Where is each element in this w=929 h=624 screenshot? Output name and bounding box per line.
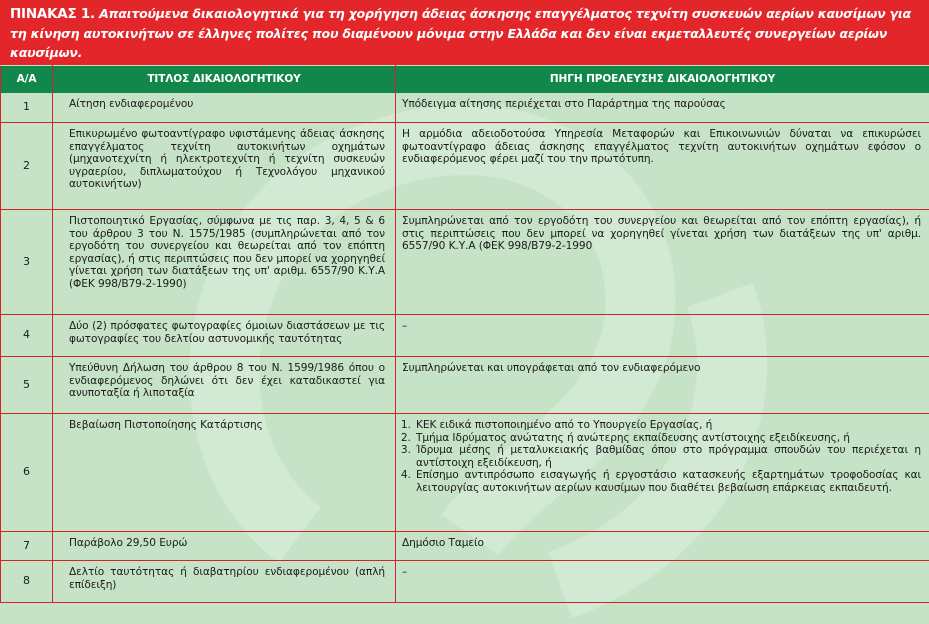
row-number: 3	[1, 210, 53, 315]
row-number: 8	[1, 561, 53, 603]
table-label: ΠΙΝΑΚΑΣ 1.	[10, 6, 95, 22]
column-header-source: ΠΗΓΗ ΠΡΟΕΛΕΥΣΗΣ ΔΙΚΑΙΟΛΟΓΗΤΙΚΟΥ	[396, 66, 929, 93]
document-source: –	[396, 561, 929, 603]
row-number: 6	[1, 414, 53, 532]
document-title: Δύο (2) πρόσφατες φωτογραφίες όμοιων διαστάσεων με τις φωτογραφίες του δελτίου αστυνομικής ταυτότητας	[53, 315, 396, 357]
source-list-item: 4. Επίσημο αντιπρόσωπο εισαγωγής ή εργοστάσιο κατασκευής εξαρτημάτων τροφοδοσίας και λειτουργίας αυτοκινήτων αερίων καυσίμων που διαθέτει βεβαίωση επάρκειας εκπαιδευτή.	[414, 469, 921, 494]
table-row	[1, 357, 929, 414]
document-title: Δελτίο ταυτότητας ή διαβατηρίου ενδιαφερομένου (απλή επίδειξη)	[53, 561, 396, 603]
table-header-row	[1, 66, 929, 93]
table-row	[1, 532, 929, 561]
document-title: Υπεύθυνη Δήλωση του άρθρου 8 του Ν. 1599/1986 όπου ο ενδιαφερόμενος δηλώνει ότι δεν έχει καταδικαστεί για ανυποταξία ή λιποταξία	[53, 357, 396, 414]
table-row	[1, 210, 929, 315]
source-list-item: 1. ΚΕΚ ειδικά πιστοποιημένο από το Υπουργείο Εργασίας, ή	[414, 419, 921, 432]
row-number: 2	[1, 123, 53, 210]
source-list-item: 3. Ίδρυμα μέσης ή μεταλυκειακής βαθμίδας όπου στο πρόγραμμα σπουδών του περιέχεται η αντίστοιχη εξειδίκευση, ή	[414, 444, 921, 469]
document-source: Συμπληρώνεται και υπογράφεται από τον ενδιαφερόμενο	[396, 357, 929, 414]
column-header-title: ΤΙΤΛΟΣ ΔΙΚΑΙΟΛΟΓΗΤΙΚΟΥ	[53, 66, 396, 93]
document-source: Υπόδειγμα αίτησης περιέχεται στο Παράρτημα της παρούσας	[396, 93, 929, 123]
row-number: 7	[1, 532, 53, 561]
column-header-num: Α/Α	[1, 66, 53, 93]
document-source-list	[396, 414, 929, 532]
document-title: Πιστοποιητικό Εργασίας, σύμφωνα με τις παρ. 3, 4, 5 & 6 του άρθρου 3 του Ν. 1575/1985 (συμπληρώνεται από τον εργοδότη του συνεργείου και θεωρείται από τον επόπτη εργασίας), ή στις περιπτώσεις που δεν μπορεί να χορηγηθεί γίνεται χρήση των διατάξεων της υπ' αριθμ. 6557/90 Κ.Υ.Α (ΦΕΚ 998/Β79-2-1990)	[53, 210, 396, 315]
table-caption-banner	[0, 0, 929, 65]
document-title: Αίτηση ενδιαφερομένου	[53, 93, 396, 123]
table-row	[1, 561, 929, 603]
row-number: 1	[1, 93, 53, 123]
source-list-item: 2. Τμήμα Ιδρύματος ανώτατης ή ανώτερης εκπαίδευσης αντίστοιχης εξειδίκευσης, ή	[414, 432, 921, 445]
document-source: Συμπληρώνεται από τον εργοδότη του συνεργείου και θεωρείται από τον επόπτη εργασίας), ή στις περιπτώσεις που δεν μπορεί να χορηγηθεί γίνεται χρήση των διατάξεων της υπ' αριθμ. 6557/90 Κ.Υ.Α (ΦΕΚ 998/Β79-2-1990	[396, 210, 929, 315]
document-title: Παράβολο 29,50 Ευρώ	[53, 532, 396, 561]
row-number: 4	[1, 315, 53, 357]
table-caption: Απαιτούμενα δικαιολογητικά για τη χορήγηση άδειας άσκησης επαγγέλματος τεχνίτη συσκευών αερίων καυσίμων για τη κίνηση αυτοκινήτων σε έλληνες πολίτες που διαμένουν μόνιμα στην Ελλάδα και δεν είναι εκμεταλλευτές συνεργείων αερίων καυσίμων.	[10, 6, 911, 60]
document-title: Επικυρωμένο φωτοαντίγραφο υφιστάμενης άδειας άσκησης επαγγέλματος τεχνίτη αυτοκινήτων οχημάτων (μηχανοτεχνίτη ή ηλεκτροτεχνίτη ή τεχνίτη συσκευών υγραερίου, διπλωματούχου ή Τεχνολόγου μηχανικού αυτοκινήτων)	[53, 123, 396, 210]
document-title: Βεβαίωση Πιστοποίησης Κατάρτισης	[53, 414, 396, 532]
document-source: Η αρμόδια αδειοδοτούσα Υπηρεσία Μεταφορών και Επικοινωνιών δύναται να επικυρώσει φωτοαντίγραφο άδειας άσκησης επαγγέλματος τεχνίτη αυτοκινήτων οχημάτων εφόσον ο ενδιαφερόμενος φέρει μαζί του την πρωτότυπη.	[396, 123, 929, 210]
table-row	[1, 123, 929, 210]
document-source: Δημόσιο Ταμείο	[396, 532, 929, 561]
row-number: 5	[1, 357, 53, 414]
table-row	[1, 93, 929, 123]
documents-table	[0, 65, 929, 603]
table-row	[1, 315, 929, 357]
document-source: –	[396, 315, 929, 357]
table-row	[1, 414, 929, 532]
